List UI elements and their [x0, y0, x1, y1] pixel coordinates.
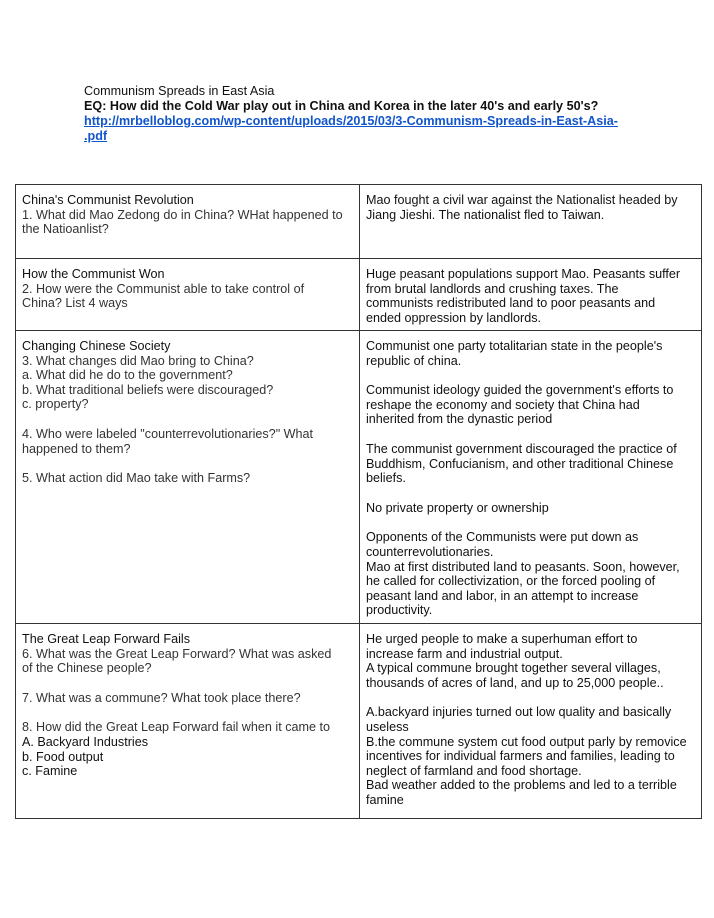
answer-text: Opponents of the Communists were put down as — [366, 530, 639, 545]
answer-text: reshape the economy and society that China had — [366, 397, 640, 412]
essential-question: EQ: How did the Cold War play out in China and Korea in the later 40's and early 50's? — [84, 99, 599, 113]
answer-text: counterrevolutionaries. — [366, 544, 494, 559]
answer-text: Communist ideology guided the government's efforts to — [366, 383, 674, 398]
question-text: a. What did he do to the government? — [22, 368, 233, 383]
answer-text: Jiang Jieshi. The nationalist fled to Taiwan. — [366, 207, 605, 222]
answer-text: beliefs. — [366, 471, 406, 486]
spacer — [366, 515, 696, 530]
answer-text: peasant land and labor, in an attempt to increase — [366, 588, 639, 603]
question-text: of the Chinese people? — [22, 661, 152, 676]
spacer — [22, 456, 354, 471]
answer-text: B.the commune system cut food output parly by removice — [366, 734, 687, 749]
answer-text: He urged people to make a superhuman effort to — [366, 632, 638, 646]
answer-cell — [360, 624, 702, 819]
source-link-line-1[interactable]: http://mrbelloblog.com/wp-content/uploads/2015/03/3-Communism-Spreads-in-East-Asia- — [84, 114, 618, 128]
answer-text: Mao fought a civil war against the Nationalist headed by — [366, 193, 678, 207]
answer-text: Bad weather added to the problems and led to a terrible — [366, 778, 677, 793]
answer-text: ended oppression by landlords. — [366, 310, 542, 325]
question-text: the Natioanlist? — [22, 222, 109, 237]
question-cell — [16, 624, 360, 819]
answer-text: useless — [366, 719, 409, 734]
answer-text: neglect of farmland and food shortage. — [366, 763, 582, 778]
spacer — [366, 368, 696, 383]
answer-text: No private property or ownership — [366, 500, 549, 515]
answer-text: inherited from the dynastic period — [366, 412, 553, 427]
question-text: 8. How did the Great Leap Forward fail when it came to — [22, 720, 330, 735]
question-text: 4. Who were labeled "counterrevolutionaries?" What — [22, 426, 314, 441]
answer-text: A.backyard injuries turned out low quality and basically — [366, 705, 672, 720]
table-row — [16, 331, 702, 624]
answer-cell — [360, 185, 702, 259]
spacer — [366, 427, 696, 442]
question-cell — [16, 259, 360, 331]
answer-text: communists redistributed land to poor peasants and — [366, 296, 656, 311]
answer-text: Mao at first distributed land to peasants. Soon, however, — [366, 559, 680, 574]
section-heading: Changing Chinese Society — [22, 339, 171, 353]
table-row — [16, 259, 702, 331]
question-text: c. property? — [22, 397, 89, 412]
answer-text: famine — [366, 792, 404, 807]
section-heading: How the Communist Won — [22, 267, 165, 281]
answer-text: incentives for individual farmers and families, leading to — [366, 749, 675, 764]
answer-text: republic of china. — [366, 353, 462, 368]
answer-text: from brutal landlords and crushing taxes. The — [366, 281, 619, 296]
answer-text: Huge peasant populations support Mao. Peasants suffer — [366, 267, 681, 281]
question-text: happened to them? — [22, 441, 131, 456]
question-text: 2. How were the Communist able to take control of — [22, 281, 305, 296]
answer-text: The communist government discouraged the practice of — [366, 441, 677, 456]
worksheet-table — [15, 184, 702, 819]
answer-text: A typical commune brought together several villages, — [366, 661, 661, 676]
question-text: b. Food output — [22, 749, 104, 764]
question-text: 7. What was a commune? What took place there? — [22, 690, 301, 705]
question-text: A. Backyard Industries — [22, 734, 148, 749]
answer-text: he called for collectivization, or the forced pooling of — [366, 574, 656, 589]
question-text: 5. What action did Mao take with Farms? — [22, 471, 251, 486]
question-text: 3. What changes did Mao bring to China? — [22, 353, 254, 368]
spacer — [366, 690, 696, 705]
answer-cell — [360, 259, 702, 331]
spacer — [22, 705, 354, 720]
spacer — [22, 412, 354, 427]
spacer — [366, 486, 696, 501]
section-heading: The Great Leap Forward Fails — [22, 632, 190, 646]
question-text: b. What traditional beliefs were discouraged? — [22, 382, 274, 397]
answer-text: increase farm and industrial output. — [366, 646, 563, 661]
question-cell — [16, 185, 360, 259]
answer-cell — [360, 331, 702, 624]
worksheet-title: Communism Spreads in East Asia — [84, 84, 275, 98]
answer-text: productivity. — [366, 603, 433, 618]
question-text: 6. What was the Great Leap Forward? What was asked — [22, 646, 332, 661]
source-link-line-2[interactable]: .pdf — [84, 129, 108, 143]
question-text: China? List 4 ways — [22, 296, 128, 311]
spacer — [22, 676, 354, 691]
question-text: 1. What did Mao Zedong do in China? WHat happened to — [22, 207, 343, 222]
answer-text: Communist one party totalitarian state in the people's — [366, 339, 663, 353]
question-cell — [16, 331, 360, 624]
table-row — [16, 624, 702, 819]
table-row — [16, 185, 702, 259]
answer-text: Buddhism, Confucianism, and other traditional Chinese — [366, 456, 674, 471]
worksheet-header — [84, 84, 644, 144]
answer-text: thousands of acres of land, and up to 25,000 people.. — [366, 675, 664, 690]
question-text: c. Famine — [22, 764, 78, 779]
section-heading: China's Communist Revolution — [22, 193, 194, 207]
